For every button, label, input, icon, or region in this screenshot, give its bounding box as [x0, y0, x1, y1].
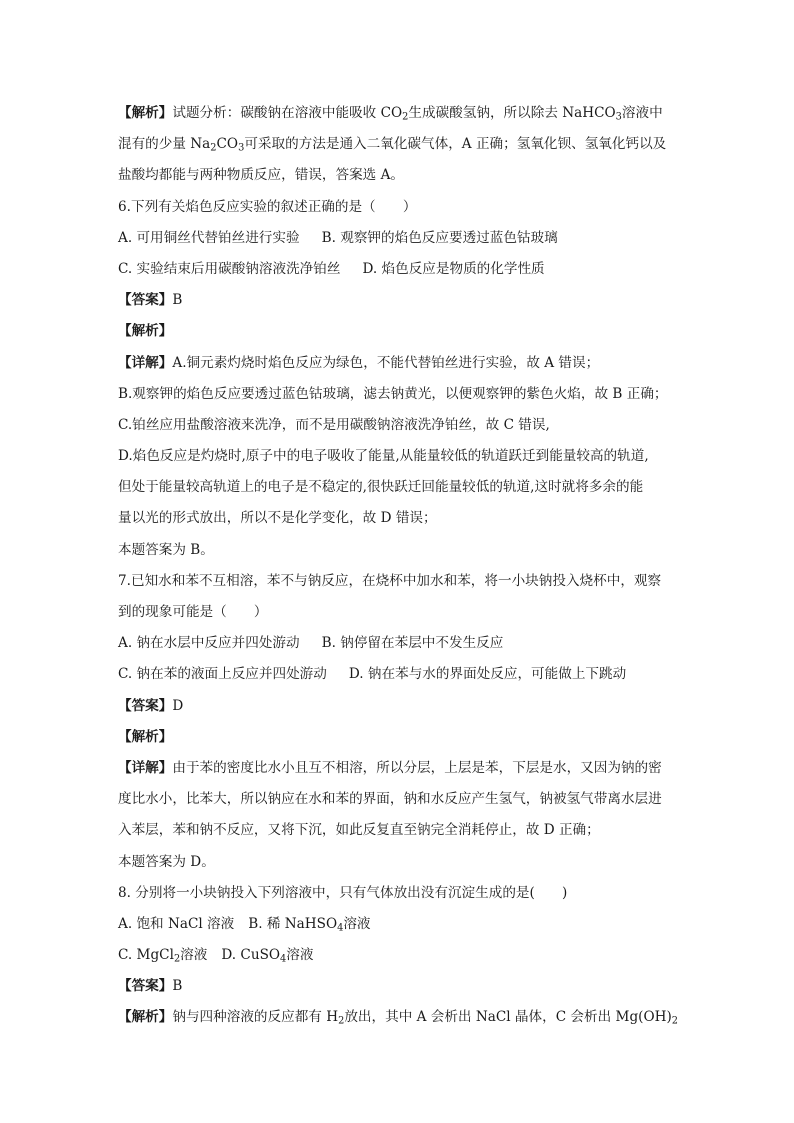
detail-label: 【详解】: [118, 759, 173, 776]
q7-detail-1: [118, 753, 678, 784]
q7-stem-2: 到的现象可能是（ ）: [118, 604, 268, 620]
q8-answer: [118, 971, 678, 1002]
q8-option-a: A. 饱和 NaCl 溶液: [118, 915, 235, 932]
q7-stem-1: 7.已知水和苯不互相溶，苯不与钠反应，在烧杯中加水和苯，将一小块钠投入烧杯中，观察: [118, 572, 662, 589]
q7-option-b: B. 钠停留在苯层中不发生反应: [321, 635, 504, 652]
q7-analysis-label: [118, 722, 678, 753]
q6-option-c: C. 实验结束后用碳酸钠溶液洗净铂丝: [118, 260, 341, 277]
q8-options-row-2: [118, 940, 678, 971]
text: 放出，其中 A 会析出 NaCl 晶体，C 会析出 Mg(OH): [344, 1009, 672, 1026]
q6-detail-3: C.铂丝应用盐酸溶液来洗净，而不是用碳酸钠溶液洗净铂丝，故 C 错误,: [118, 416, 550, 433]
subscript: 2: [671, 1015, 678, 1027]
q7-conclusion: 本题答案为 D。: [118, 853, 215, 870]
answer-value: D: [172, 697, 184, 714]
text: A.铜元素灼烧时焰色反应为绿色，不能代替铂丝进行实验，故 A 错误；: [172, 354, 600, 371]
text: 溶液: [286, 947, 314, 964]
q7-option-a: A. 钠在水层中反应并四处游动: [118, 635, 300, 652]
subscript: 4: [280, 953, 287, 965]
subscript: 2: [173, 953, 181, 965]
q6-analysis-label: [118, 316, 678, 347]
q6-options-row-2: [118, 254, 678, 285]
q7-detail-2: 度比水小，比苯大，所以钠应在水和苯的界面，钠和水反应产生氢气，钠被氢气带离水层进: [118, 791, 662, 808]
q8-options-row-1: [118, 909, 678, 940]
q8-option-b: [248, 916, 370, 932]
analysis-label: 【解析】: [118, 105, 173, 121]
detail-label: 【详解】: [118, 354, 173, 371]
q6-detail-4a: D.焰色反应是灼烧时,原子中的电子吸收了能量,从能量较低的轨道跃迁到能量较高的轨道,: [118, 448, 649, 465]
text: 溶液: [343, 915, 371, 932]
text: 生成碳酸氢钠，所以除去 NaHCO: [408, 105, 616, 121]
q5-analysis-line-2: [118, 129, 678, 160]
text: 溶液: [180, 947, 208, 964]
document-page: [118, 98, 678, 1034]
q6-answer: [118, 285, 678, 316]
subscript: 3: [615, 111, 622, 123]
q5-analysis-line-1: [118, 98, 678, 129]
q6-option-b: B. 观察钾的焰色反应要透过蓝色钴玻璃: [321, 229, 558, 246]
answer-label: 【答案】: [118, 292, 173, 309]
text: C. MgCl: [118, 947, 174, 964]
text: 由于苯的密度比水小且互不相溶，所以分层，上层是苯，下层是水，又因为钠的密: [172, 759, 662, 776]
q7-options-row-1: [118, 628, 678, 659]
answer-value: B: [172, 292, 183, 309]
subscript: 3: [238, 142, 245, 154]
q8-option-d: [221, 947, 313, 963]
analysis-label: 【解析】: [118, 1009, 173, 1026]
q6-stem: 6.下列有关焰色反应实验的叙述正确的是（ ）: [118, 198, 417, 215]
q6-options-row-1: [118, 223, 678, 254]
q7-options-row-2: [118, 659, 678, 690]
text: 溶液中: [621, 105, 663, 121]
q8-option-c: [118, 947, 207, 963]
q5-analysis-line-3: 盐酸均都能与两种物质反应，错误，答案选 A。: [118, 167, 405, 184]
subscript: 2: [338, 1015, 345, 1027]
analysis-label: 【解析】: [118, 728, 173, 745]
q8-stem: 8. 分别将一小块钠投入下列溶液中，只有气体放出没有沉淀生成的是( ): [118, 884, 568, 901]
q7-answer: [118, 691, 678, 722]
q6-conclusion: 本题答案为 B。: [118, 541, 214, 558]
text: 混有的少量 Na: [118, 136, 211, 153]
q6-option-a: A. 可用铜丝代替铂丝进行实验: [118, 229, 300, 246]
text: D. CuSO: [221, 947, 281, 964]
q7-option-d: D. 钠在苯与水的界面处反应，可能做上下跳动: [348, 666, 627, 683]
answer-label: 【答案】: [118, 978, 173, 995]
analysis-label: 【解析】: [118, 323, 173, 340]
q7-option-c: C. 钠在苯的液面上反应并四处游动: [118, 666, 327, 683]
subscript: 2: [402, 111, 409, 123]
q6-option-d: D. 焰色反应是物质的化学性质: [362, 260, 545, 277]
q7-detail-3: 入苯层，苯和钠不反应，又将下沉，如此反复直至钠完全消耗停止，故 D 正确；: [118, 822, 600, 839]
subscript: 4: [337, 922, 344, 934]
q6-detail-4b: 但处于能量较高轨道上的电子是不稳定的,很快跃迁回能量较低的轨道,这时就将多余的能: [118, 479, 644, 496]
q6-detail-4c: 量以光的形式放出，所以不是化学变化，故 D 错误；: [118, 510, 437, 527]
q6-detail-1: [118, 348, 678, 379]
text: 钠与四种溶液的反应都有 H: [172, 1009, 339, 1026]
answer-label: 【答案】: [118, 697, 173, 714]
subscript: 2: [210, 142, 217, 154]
q8-analysis: [118, 1002, 678, 1033]
text: B. 稀 NaHSO: [248, 915, 338, 932]
text: CO: [216, 136, 239, 153]
q6-detail-2: B.观察钾的焰色反应要透过蓝色钴玻璃，滤去钠黄光，以便观察钾的紫色火焰，故 B 正确；: [118, 385, 668, 402]
text: 试题分析：碳酸钠在溶液中能吸收 CO: [172, 105, 403, 121]
text: 可采取的方法是通入二氧化碳气体，A 正确；氢氧化钡、氢氧化钙以及: [244, 136, 667, 153]
answer-value: B: [172, 978, 183, 995]
